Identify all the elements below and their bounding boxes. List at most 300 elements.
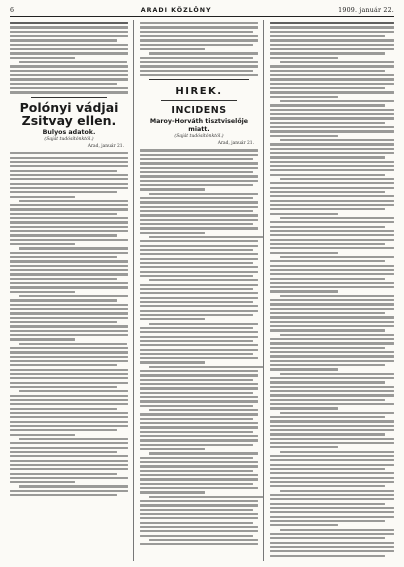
section-heading-news: HIREK. — [175, 86, 223, 98]
text-line — [270, 485, 385, 487]
text-line — [10, 265, 128, 267]
text-line — [270, 221, 394, 223]
text-line — [270, 126, 394, 128]
text-line — [270, 481, 394, 483]
text-line — [270, 148, 394, 150]
text-line — [10, 26, 128, 28]
source-note: (Saját tudósítónktól.) — [44, 137, 94, 143]
text-line — [140, 305, 258, 307]
text-line — [140, 318, 205, 320]
text-line — [270, 191, 385, 193]
text-line — [270, 308, 394, 310]
masthead-rule — [10, 16, 394, 17]
text-line — [270, 290, 338, 292]
text-line — [10, 434, 75, 436]
text-line — [10, 490, 128, 492]
text-line — [10, 243, 75, 245]
text-line — [10, 347, 128, 349]
text-line — [10, 455, 128, 457]
text-line — [140, 245, 258, 247]
text-line — [10, 286, 128, 288]
divider — [31, 97, 107, 98]
text-line — [270, 169, 394, 171]
text-line — [140, 214, 258, 216]
text-line — [140, 336, 258, 338]
text-line — [140, 288, 253, 290]
text-line — [10, 217, 128, 219]
text-line — [140, 353, 253, 355]
text-line — [270, 282, 394, 284]
text-line — [140, 470, 253, 472]
article-dateline: Arad, január 21. — [87, 144, 124, 150]
text-line — [270, 312, 385, 314]
text-line — [140, 387, 258, 389]
text-line — [10, 386, 117, 388]
text-line — [10, 204, 128, 206]
text-line — [270, 87, 385, 89]
text-line — [149, 193, 258, 195]
text-line — [270, 165, 394, 167]
text-line — [140, 31, 253, 33]
text-line — [140, 57, 253, 59]
text-line — [270, 446, 338, 448]
text-line — [280, 295, 394, 297]
text-line — [270, 399, 385, 401]
text-line — [270, 429, 394, 431]
text-line — [10, 421, 128, 423]
text-line — [270, 468, 385, 470]
text-line — [140, 509, 253, 511]
text-line — [270, 477, 394, 479]
text-line — [270, 31, 394, 33]
text-line — [140, 262, 253, 264]
text-line — [140, 314, 253, 316]
text-line — [10, 356, 128, 358]
text-line — [140, 65, 258, 67]
text-line — [10, 317, 128, 319]
text-line — [10, 299, 117, 301]
text-line — [10, 252, 128, 254]
text-line — [280, 178, 394, 180]
text-line — [140, 513, 258, 515]
text-line — [140, 457, 253, 459]
text-line — [270, 208, 385, 210]
text-line — [140, 22, 258, 24]
text-line — [140, 361, 205, 363]
text-line — [270, 78, 394, 80]
text-line — [140, 504, 258, 506]
text-line — [140, 526, 258, 528]
text-line — [140, 188, 205, 190]
text-line — [270, 113, 394, 115]
text-line — [270, 386, 394, 388]
text-line — [140, 258, 258, 260]
text-line — [140, 266, 258, 268]
text-line — [280, 334, 394, 336]
text-line — [10, 364, 117, 366]
text-line — [270, 117, 394, 119]
text-line — [280, 412, 394, 414]
text-line — [140, 297, 258, 299]
text-line — [140, 275, 253, 277]
text-line — [10, 481, 75, 483]
text-line — [140, 70, 253, 72]
text-line — [140, 301, 253, 303]
text-line — [10, 239, 128, 241]
text-line — [10, 312, 128, 314]
text-line — [10, 477, 128, 479]
text-line — [270, 213, 338, 215]
text-line — [270, 347, 385, 349]
text-line — [140, 26, 258, 28]
text-line — [10, 31, 128, 33]
text-line — [270, 252, 338, 254]
text-line — [10, 278, 117, 280]
text-line — [270, 498, 394, 500]
text-line — [270, 96, 338, 98]
text-line — [149, 366, 262, 368]
text-line — [270, 555, 385, 557]
text-line — [10, 351, 128, 353]
text-line — [149, 279, 258, 281]
article-subtitle: Bulyos adatok. — [42, 128, 96, 136]
text-line — [10, 360, 128, 362]
text-line — [10, 174, 128, 176]
text-line — [10, 369, 128, 371]
text-line — [270, 247, 394, 249]
text-line — [270, 260, 385, 262]
text-line — [270, 503, 385, 505]
text-line — [140, 167, 258, 169]
text-line — [10, 395, 128, 397]
text-line — [270, 156, 385, 158]
text-line — [10, 403, 128, 405]
text-line — [10, 170, 117, 172]
text-line — [140, 210, 253, 212]
text-line — [10, 183, 128, 185]
text-line — [270, 278, 385, 280]
text-line — [140, 435, 258, 437]
text-line — [10, 308, 128, 310]
text-line — [270, 65, 394, 67]
text-line — [149, 236, 262, 238]
text-line — [270, 403, 394, 405]
text-line — [270, 438, 394, 440]
text-line — [270, 524, 338, 526]
text-line — [270, 52, 385, 54]
text-line — [270, 70, 385, 72]
text-line — [270, 381, 385, 383]
text-line — [270, 351, 394, 353]
text-line — [270, 390, 394, 392]
text-line — [10, 373, 128, 375]
text-line — [270, 174, 385, 176]
text-line — [10, 273, 128, 275]
text-line — [140, 74, 258, 76]
text-line — [280, 100, 394, 102]
text-line — [140, 349, 258, 351]
text-line — [270, 394, 394, 396]
text-line — [270, 537, 385, 539]
text-line — [10, 429, 117, 431]
text-line — [149, 52, 258, 54]
text-line — [10, 83, 117, 85]
text-line — [270, 26, 394, 28]
article-headline-line-1: Polónyi vádjai — [19, 99, 119, 115]
divider — [149, 79, 248, 80]
text-line — [140, 171, 253, 173]
text-line — [270, 135, 338, 137]
text-line — [270, 143, 394, 145]
text-line — [140, 44, 253, 46]
text-line — [19, 200, 128, 202]
text-line — [140, 149, 258, 151]
text-line — [140, 158, 253, 160]
text-line — [140, 154, 258, 156]
text-line — [140, 379, 253, 381]
text-line — [270, 44, 394, 46]
text-line — [10, 451, 117, 453]
text-line — [10, 35, 128, 37]
text-line — [270, 407, 338, 409]
column-2 — [140, 20, 264, 561]
text-line — [140, 426, 258, 428]
text-line — [270, 286, 394, 288]
text-line — [270, 377, 394, 379]
text-line — [140, 465, 258, 467]
text-line — [270, 321, 394, 323]
text-line — [140, 383, 258, 385]
text-line — [270, 520, 385, 522]
text-line — [10, 468, 128, 470]
text-line — [10, 44, 128, 46]
text-line — [10, 325, 128, 327]
text-line — [140, 431, 253, 433]
text-line — [149, 496, 262, 498]
text-line — [10, 74, 128, 76]
text-line — [270, 200, 394, 202]
text-line — [270, 511, 394, 513]
text-line — [140, 357, 258, 359]
text-line — [140, 240, 258, 242]
text-line — [140, 530, 258, 532]
masthead — [10, 5, 394, 15]
text-line — [280, 217, 394, 219]
text-line — [10, 416, 128, 418]
text-line — [140, 184, 253, 186]
text-line — [270, 91, 394, 93]
text-line — [140, 331, 258, 333]
text-line — [149, 452, 258, 454]
text-line — [280, 61, 394, 63]
article-subtitle: Maroy-Horváth tisztviselője miatt. — [149, 118, 249, 133]
text-line — [140, 474, 258, 476]
text-line — [270, 464, 394, 466]
text-line — [10, 330, 128, 332]
text-line — [270, 83, 394, 85]
text-line — [19, 295, 128, 297]
text-line — [140, 400, 258, 402]
text-line — [140, 310, 258, 312]
text-line — [140, 253, 258, 255]
text-block-c1-top — [10, 20, 128, 94]
text-line — [10, 473, 117, 475]
text-line — [19, 485, 128, 487]
text-line — [140, 487, 258, 489]
text-line — [270, 416, 385, 418]
text-line — [270, 187, 394, 189]
text-line — [140, 444, 253, 446]
article-dateline: Arad, január 21. — [217, 141, 254, 147]
text-line — [10, 78, 128, 80]
text-line — [10, 460, 128, 462]
text-line — [280, 373, 394, 375]
text-line — [270, 542, 394, 544]
text-line — [270, 425, 394, 427]
text-line — [140, 478, 258, 480]
text-line — [140, 418, 253, 420]
text-line — [140, 175, 258, 177]
text-line — [270, 442, 394, 444]
text-line — [270, 195, 394, 197]
text-line — [10, 282, 128, 284]
text-line — [19, 61, 126, 63]
text-line — [280, 529, 394, 531]
text-line — [270, 74, 394, 76]
text-line — [10, 39, 117, 41]
text-line — [270, 420, 394, 422]
text-line — [149, 323, 258, 325]
text-line — [10, 447, 128, 449]
text-line — [140, 517, 258, 519]
text-line — [10, 269, 128, 271]
text-line — [140, 374, 258, 376]
text-line — [10, 442, 128, 444]
text-line — [270, 234, 394, 236]
text-line — [10, 304, 128, 306]
text-line — [270, 360, 394, 362]
text-line — [140, 35, 258, 37]
text-line — [10, 213, 117, 215]
text-line — [270, 325, 394, 327]
text-line — [280, 490, 394, 492]
text-line — [10, 399, 128, 401]
text-line — [140, 491, 205, 493]
text-line — [140, 439, 258, 441]
text-line — [140, 223, 253, 225]
text-line — [10, 260, 128, 262]
text-line — [19, 247, 128, 249]
text-line — [140, 543, 258, 545]
text-line — [10, 87, 128, 89]
columns — [10, 20, 394, 561]
text-line — [10, 464, 128, 466]
source-note: (Saját tudósítónktól.) — [174, 134, 224, 140]
text-line — [10, 165, 128, 167]
text-line — [140, 500, 258, 502]
text-line — [10, 91, 128, 93]
text-line — [140, 284, 258, 286]
issue-date: 1909. január 22. — [338, 6, 394, 14]
text-line — [10, 57, 75, 59]
text-line — [270, 342, 394, 344]
text-line — [140, 405, 253, 407]
text-line — [140, 206, 258, 208]
text-line — [270, 265, 394, 267]
text-line — [10, 157, 128, 159]
text-line — [270, 35, 385, 37]
text-line — [140, 370, 258, 372]
text-line — [140, 232, 205, 234]
text-line — [270, 459, 394, 461]
text-line — [140, 483, 253, 485]
text-line — [270, 550, 394, 552]
text-line — [10, 70, 128, 72]
text-line — [140, 201, 258, 203]
text-line — [270, 182, 394, 184]
text-line — [10, 234, 117, 236]
text-line — [270, 494, 394, 496]
text-line — [140, 422, 258, 424]
text-line — [140, 249, 253, 251]
text-line — [140, 292, 258, 294]
text-line — [140, 413, 258, 415]
text-line — [140, 340, 253, 342]
text-line — [270, 546, 394, 548]
text-line — [10, 208, 128, 210]
text-line — [140, 48, 205, 50]
text-line — [149, 539, 258, 541]
text-line — [10, 494, 117, 496]
text-line — [140, 392, 253, 394]
text-line — [270, 329, 385, 331]
column-1 — [10, 20, 134, 561]
newspaper-title: ARADI KÖZLÖNY — [140, 6, 212, 14]
text-line — [10, 412, 128, 414]
column-3 — [270, 20, 394, 561]
article-headline-line-2: Zsitvay ellen. — [21, 112, 117, 128]
text-line — [10, 334, 128, 336]
article-headline — [10, 101, 128, 127]
text-line — [10, 338, 75, 340]
page-number: 6 — [10, 6, 15, 14]
text-line — [140, 448, 205, 450]
text-line — [10, 377, 128, 379]
text-line — [270, 39, 394, 41]
text-block-c3 — [270, 20, 394, 557]
text-line — [270, 104, 385, 106]
text-line — [149, 409, 258, 411]
text-line — [19, 390, 128, 392]
text-line — [10, 221, 128, 223]
text-line — [19, 438, 128, 440]
text-line — [270, 22, 394, 24]
text-line — [140, 197, 253, 199]
text-line — [270, 533, 394, 535]
text-line — [270, 57, 338, 59]
text-line — [10, 48, 128, 50]
text-line — [140, 162, 258, 164]
text-line — [10, 178, 128, 180]
text-line — [280, 256, 394, 258]
text-line — [270, 455, 394, 457]
text-line — [10, 161, 128, 163]
text-line — [270, 516, 394, 518]
text-line — [270, 243, 385, 245]
text-line — [140, 461, 258, 463]
text-line — [140, 180, 258, 182]
text-line — [10, 226, 128, 228]
